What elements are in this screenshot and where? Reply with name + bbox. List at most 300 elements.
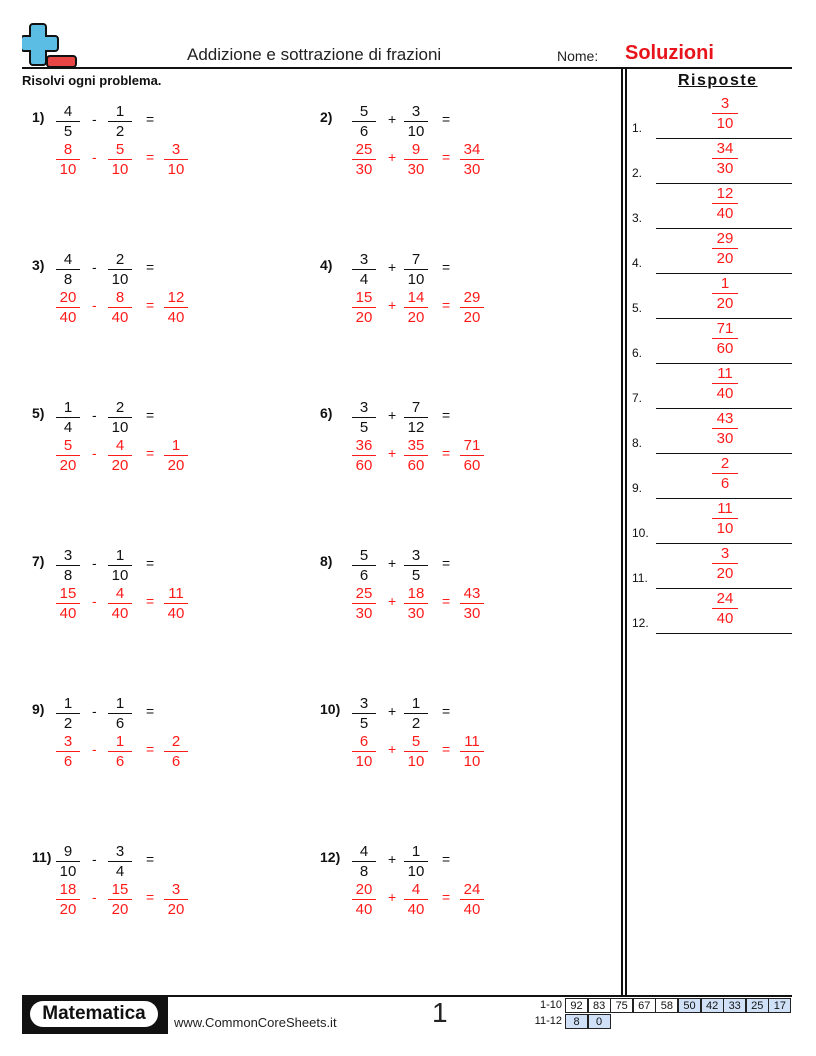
- site-url: www.CommonCoreSheets.it: [174, 1015, 337, 1030]
- numerator: 8: [63, 141, 73, 158]
- fraction-bar: [56, 751, 80, 752]
- fraction: [352, 437, 376, 474]
- fraction-bar: [56, 565, 80, 566]
- fraction: [352, 843, 376, 880]
- name-value: Soluzioni: [625, 42, 714, 64]
- denominator: 5: [359, 419, 369, 436]
- numerator: 2: [115, 399, 125, 416]
- operator: -: [92, 889, 97, 905]
- score-cell: 75: [610, 998, 633, 1013]
- problem-11: [32, 841, 292, 931]
- numerator: 5: [359, 547, 369, 564]
- denominator: 40: [167, 605, 185, 622]
- numerator: 1: [411, 695, 421, 712]
- denominator: 20: [716, 250, 734, 267]
- operator: +: [388, 407, 397, 423]
- fraction: [404, 733, 428, 770]
- operator: =: [146, 593, 155, 609]
- operator: +: [388, 593, 397, 609]
- answer-fraction: [712, 185, 738, 222]
- answer-row: [630, 545, 792, 589]
- problem-5: [32, 397, 292, 487]
- denominator: 10: [111, 161, 129, 178]
- fraction: [460, 733, 484, 770]
- denominator: 6: [115, 715, 125, 732]
- numerator: 4: [359, 843, 369, 860]
- fraction-bar: [712, 203, 738, 204]
- fraction: [108, 843, 132, 880]
- denominator: 40: [407, 901, 425, 918]
- denominator: 4: [359, 271, 369, 288]
- problem-4: [320, 249, 580, 339]
- denominator: 20: [716, 565, 734, 582]
- fraction: [404, 251, 428, 288]
- fraction: [404, 843, 428, 880]
- score-cell: 58: [655, 998, 678, 1013]
- denominator: 20: [59, 457, 77, 474]
- operator: -: [92, 703, 97, 719]
- answer-number: 10.: [632, 526, 649, 540]
- numerator: 18: [407, 585, 425, 602]
- denominator: 6: [359, 123, 369, 140]
- numerator: 18: [59, 881, 77, 898]
- operator: +: [388, 149, 397, 165]
- score-cell: 25: [746, 998, 769, 1013]
- operator: =: [146, 297, 155, 313]
- problem-number: 10): [320, 701, 341, 717]
- answer-fraction: [712, 140, 738, 177]
- denominator: 8: [63, 567, 73, 584]
- numerator: 5: [115, 141, 125, 158]
- operator: =: [442, 111, 451, 127]
- fraction: [404, 695, 428, 732]
- operator: =: [146, 149, 155, 165]
- denominator: 40: [716, 205, 734, 222]
- fraction: [352, 695, 376, 732]
- fraction: [108, 251, 132, 288]
- operator: +: [388, 111, 397, 127]
- fraction: [352, 251, 376, 288]
- numerator: 1: [63, 399, 73, 416]
- numerator: 1: [720, 275, 730, 292]
- numerator: 11: [464, 733, 480, 750]
- problem-number: 6): [320, 405, 333, 421]
- answer-line: [656, 498, 792, 499]
- denominator: 40: [463, 901, 481, 918]
- numerator: 1: [411, 843, 421, 860]
- operator: -: [92, 445, 97, 461]
- operator: -: [92, 149, 97, 165]
- answer-number: 4.: [632, 256, 643, 270]
- operator: =: [442, 851, 451, 867]
- answer-line: [656, 633, 792, 634]
- numerator: 2: [171, 733, 181, 750]
- fraction: [460, 437, 484, 474]
- denominator: 20: [111, 457, 129, 474]
- operator: =: [442, 407, 451, 423]
- denominator: 10: [407, 753, 425, 770]
- fraction-bar: [164, 603, 188, 604]
- fraction: [56, 437, 80, 474]
- denominator: 6: [359, 567, 369, 584]
- answer-line: [656, 363, 792, 364]
- fraction-bar: [712, 428, 738, 429]
- numerator: 7: [411, 399, 421, 416]
- numerator: 15: [59, 585, 77, 602]
- answer-row: [630, 275, 792, 319]
- fraction-bar: [164, 751, 188, 752]
- fraction-bar: [352, 159, 376, 160]
- fraction-bar: [404, 713, 428, 714]
- fraction: [108, 399, 132, 436]
- fraction: [352, 733, 376, 770]
- denominator: 5: [63, 123, 73, 140]
- problem-8: [320, 545, 580, 635]
- brand-label: Matematica: [30, 1001, 158, 1027]
- fraction: [108, 547, 132, 584]
- operator: +: [388, 889, 397, 905]
- denominator: 10: [716, 115, 734, 132]
- operator: -: [92, 555, 97, 571]
- fraction-bar: [108, 455, 132, 456]
- fraction-bar: [108, 861, 132, 862]
- numerator: 6: [359, 733, 369, 750]
- fraction-bar: [108, 713, 132, 714]
- fraction: [56, 251, 80, 288]
- fraction-bar: [56, 121, 80, 122]
- fraction-bar: [352, 861, 376, 862]
- fraction: [404, 141, 428, 178]
- answer-fraction: [712, 275, 738, 312]
- numerator: 35: [407, 437, 425, 454]
- answer-row: [630, 500, 792, 544]
- fraction-bar: [404, 417, 428, 418]
- operator: =: [146, 407, 155, 423]
- answer-row: [630, 410, 792, 454]
- fraction: [108, 881, 132, 918]
- fraction-bar: [108, 121, 132, 122]
- fraction-bar: [712, 608, 738, 609]
- operator: +: [388, 259, 397, 275]
- numerator: 3: [411, 103, 421, 120]
- problem-number: 5): [32, 405, 45, 421]
- answer-row: [630, 455, 792, 499]
- denominator: 2: [115, 123, 125, 140]
- operator: +: [388, 851, 397, 867]
- operator: =: [442, 593, 451, 609]
- numerator: 24: [463, 881, 481, 898]
- problem-9: [32, 693, 292, 783]
- fraction: [56, 399, 80, 436]
- operator: -: [92, 111, 97, 127]
- denominator: 12: [407, 419, 425, 436]
- denominator: 8: [63, 271, 73, 288]
- numerator: 15: [111, 881, 129, 898]
- denominator: 4: [63, 419, 73, 436]
- answer-row: [630, 185, 792, 229]
- problem-number: 7): [32, 553, 45, 569]
- fraction-bar: [460, 455, 484, 456]
- score-cell: 17: [768, 998, 791, 1013]
- denominator: 60: [355, 457, 373, 474]
- denominator: 10: [407, 863, 425, 880]
- fraction-bar: [404, 455, 428, 456]
- score-cell: 83: [588, 998, 611, 1013]
- fraction: [404, 399, 428, 436]
- fraction: [404, 289, 428, 326]
- denominator: 40: [355, 901, 373, 918]
- numerator: 12: [167, 289, 185, 306]
- denominator: 10: [111, 567, 129, 584]
- denominator: 40: [111, 309, 129, 326]
- fraction-bar: [352, 603, 376, 604]
- denominator: 40: [111, 605, 129, 622]
- fraction: [108, 437, 132, 474]
- denominator: 30: [716, 160, 734, 177]
- denominator: 6: [720, 475, 730, 492]
- fraction-bar: [164, 159, 188, 160]
- answer-fraction: [712, 500, 738, 537]
- denominator: 10: [407, 123, 425, 140]
- numerator: 9: [63, 843, 73, 860]
- denominator: 40: [167, 309, 185, 326]
- fraction: [460, 881, 484, 918]
- numerator: 3: [359, 399, 369, 416]
- problem-number: 12): [320, 849, 341, 865]
- fraction-bar: [352, 121, 376, 122]
- score-cell: 92: [565, 998, 588, 1013]
- fraction-bar: [108, 603, 132, 604]
- fraction: [56, 289, 80, 326]
- numerator: 25: [355, 141, 373, 158]
- answer-number: 2.: [632, 166, 643, 180]
- numerator: 12: [716, 185, 734, 202]
- denominator: 30: [716, 430, 734, 447]
- denominator: 10: [111, 419, 129, 436]
- operator: =: [442, 149, 451, 165]
- operator: +: [388, 445, 397, 461]
- score-row-label: 11-12: [534, 1015, 562, 1027]
- denominator: 30: [355, 161, 373, 178]
- denominator: 8: [359, 863, 369, 880]
- fraction-bar: [164, 899, 188, 900]
- problem-6: [320, 397, 580, 487]
- fraction-bar: [352, 455, 376, 456]
- fraction: [56, 695, 80, 732]
- answer-row: [630, 320, 792, 364]
- fraction-bar: [712, 293, 738, 294]
- denominator: 4: [115, 863, 125, 880]
- score-cell: 42: [701, 998, 724, 1013]
- answer-fraction: [712, 590, 738, 627]
- numerator: 24: [716, 590, 734, 607]
- answer-number: 8.: [632, 436, 643, 450]
- answer-number: 7.: [632, 391, 643, 405]
- problem-2: [320, 101, 580, 191]
- fraction-bar: [108, 159, 132, 160]
- denominator: 6: [115, 753, 125, 770]
- numerator: 5: [411, 733, 421, 750]
- operator: -: [92, 593, 97, 609]
- problem-number: 3): [32, 257, 45, 273]
- operator: -: [92, 851, 97, 867]
- fraction-bar: [56, 899, 80, 900]
- problem-number: 2): [320, 109, 333, 125]
- fraction-bar: [56, 861, 80, 862]
- operator: -: [92, 259, 97, 275]
- denominator: 20: [355, 309, 373, 326]
- operator: =: [146, 851, 155, 867]
- denominator: 60: [407, 457, 425, 474]
- fraction-bar: [460, 899, 484, 900]
- fraction-bar: [164, 455, 188, 456]
- denominator: 20: [111, 901, 129, 918]
- answer-number: 11.: [632, 571, 648, 585]
- answer-row: [630, 230, 792, 274]
- fraction-bar: [56, 455, 80, 456]
- fraction-bar: [108, 417, 132, 418]
- denominator: 40: [59, 309, 77, 326]
- denominator: 10: [355, 753, 373, 770]
- numerator: 34: [716, 140, 734, 157]
- fraction: [108, 695, 132, 732]
- numerator: 3: [720, 545, 730, 562]
- fraction-bar: [460, 751, 484, 752]
- fraction-bar: [352, 307, 376, 308]
- denominator: 60: [716, 340, 734, 357]
- denominator: 10: [167, 161, 185, 178]
- fraction: [164, 437, 188, 474]
- answer-fraction: [712, 95, 738, 132]
- fraction-bar: [404, 307, 428, 308]
- fraction: [164, 881, 188, 918]
- answer-number: 5.: [632, 301, 643, 315]
- problem-number: 4): [320, 257, 333, 273]
- answer-line: [656, 183, 792, 184]
- problem-1: [32, 101, 292, 191]
- numerator: 4: [63, 251, 73, 268]
- numerator: 4: [63, 103, 73, 120]
- fraction-bar: [56, 417, 80, 418]
- fraction-bar: [404, 565, 428, 566]
- fraction-bar: [352, 417, 376, 418]
- denominator: 10: [463, 753, 481, 770]
- fraction-bar: [712, 248, 738, 249]
- fraction-bar: [164, 307, 188, 308]
- fraction-bar: [404, 121, 428, 122]
- operator: =: [442, 297, 451, 313]
- fraction-bar: [108, 565, 132, 566]
- numerator: 3: [171, 141, 181, 158]
- fraction: [352, 103, 376, 140]
- denominator: 20: [167, 901, 185, 918]
- answer-row: [630, 590, 792, 634]
- answer-line: [656, 228, 792, 229]
- denominator: 5: [359, 715, 369, 732]
- fraction: [56, 843, 80, 880]
- fraction-bar: [712, 338, 738, 339]
- answer-row: [630, 365, 792, 409]
- brand-badge: [22, 997, 168, 1034]
- numerator: 5: [359, 103, 369, 120]
- plus-minus-logo-icon: [22, 22, 78, 68]
- fraction: [164, 733, 188, 770]
- denominator: 20: [59, 901, 77, 918]
- score-cell: 67: [633, 998, 656, 1013]
- fraction: [352, 289, 376, 326]
- fraction-bar: [56, 159, 80, 160]
- operator: =: [146, 741, 155, 757]
- problem-12: [320, 841, 580, 931]
- numerator: 11: [717, 365, 733, 382]
- operator: =: [146, 703, 155, 719]
- denominator: 30: [463, 161, 481, 178]
- answer-fraction: [712, 320, 738, 357]
- operator: =: [442, 741, 451, 757]
- fraction: [108, 141, 132, 178]
- fraction-bar: [712, 473, 738, 474]
- denominator: 20: [716, 295, 734, 312]
- problem-number: 1): [32, 109, 45, 125]
- worksheet-title: Addizione e sottrazione di frazioni: [187, 45, 442, 64]
- operator: =: [442, 259, 451, 275]
- answer-line: [656, 588, 792, 589]
- fraction-bar: [352, 713, 376, 714]
- operator: -: [92, 297, 97, 313]
- numerator: 4: [115, 585, 125, 602]
- operator: =: [442, 703, 451, 719]
- problem-10: [320, 693, 580, 783]
- fraction: [56, 881, 80, 918]
- fraction: [56, 141, 80, 178]
- fraction: [460, 289, 484, 326]
- numerator: 7: [411, 251, 421, 268]
- numerator: 3: [411, 547, 421, 564]
- numerator: 20: [355, 881, 373, 898]
- operator: -: [92, 741, 97, 757]
- numerator: 3: [115, 843, 125, 860]
- denominator: 30: [407, 605, 425, 622]
- answer-row: [630, 95, 792, 139]
- fraction-bar: [352, 565, 376, 566]
- operator: +: [388, 297, 397, 313]
- numerator: 29: [716, 230, 734, 247]
- fraction: [460, 141, 484, 178]
- problem-number: 8): [320, 553, 333, 569]
- fraction-bar: [712, 158, 738, 159]
- fraction: [352, 399, 376, 436]
- numerator: 2: [115, 251, 125, 268]
- numerator: 43: [463, 585, 481, 602]
- answer-row: [630, 140, 792, 184]
- numerator: 71: [463, 437, 481, 454]
- fraction: [108, 585, 132, 622]
- score-row-label: 1-10: [539, 999, 562, 1011]
- numerator: 3: [63, 733, 73, 750]
- denominator: 10: [716, 520, 734, 537]
- fraction-bar: [712, 563, 738, 564]
- fraction: [352, 547, 376, 584]
- fraction: [56, 103, 80, 140]
- header-divider: [22, 67, 792, 69]
- denominator: 6: [63, 753, 73, 770]
- answer-line: [656, 273, 792, 274]
- problem-number: 11): [32, 849, 52, 865]
- fraction: [56, 585, 80, 622]
- answer-fraction: [712, 455, 738, 492]
- numerator: 14: [407, 289, 425, 306]
- page-number: 1: [432, 997, 448, 1028]
